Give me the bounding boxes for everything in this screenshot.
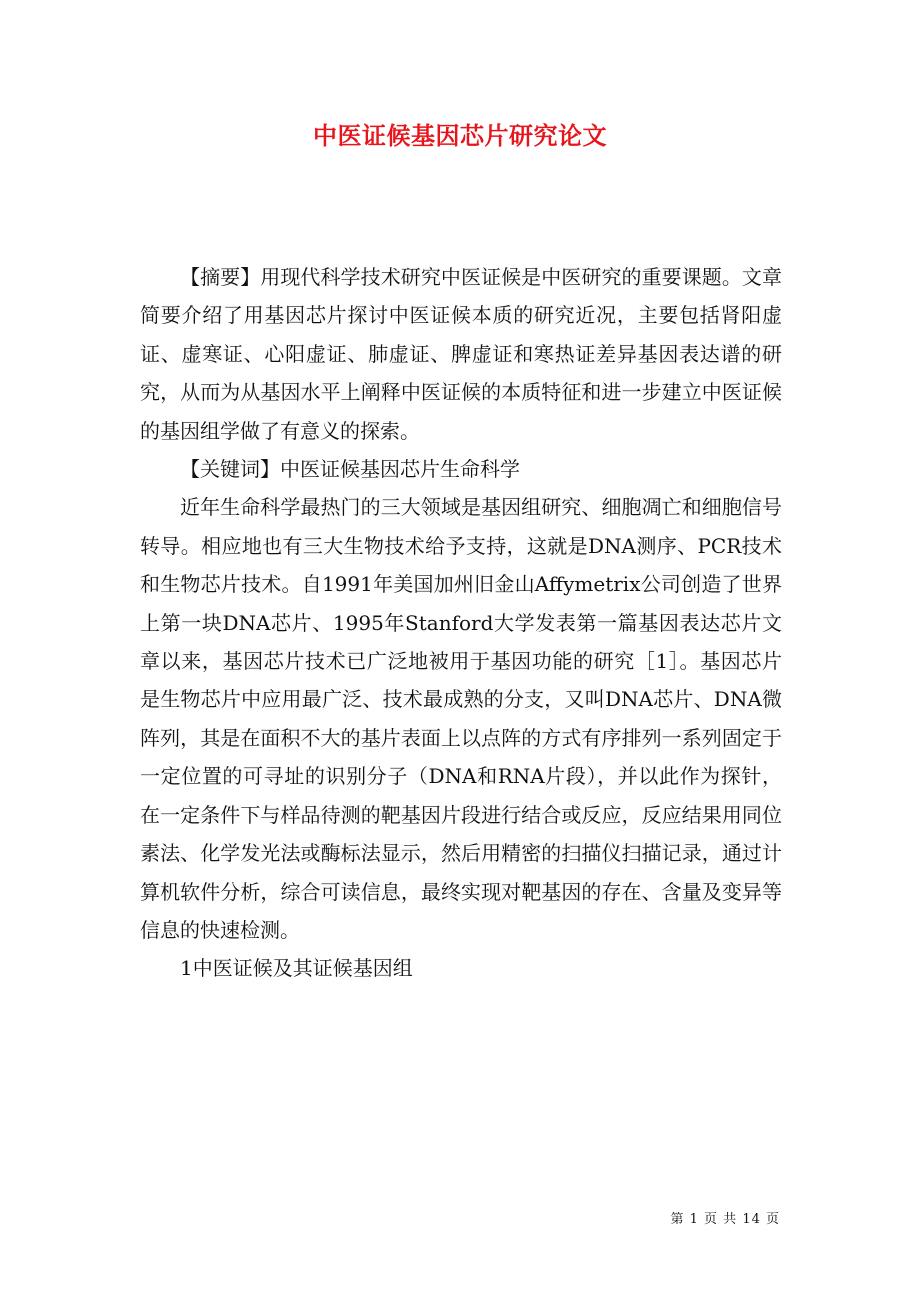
abstract-paragraph: 【摘要】用现代科学技术研究中医证候是中医研究的重要课题。文章简要介绍了用基因芯片探讨中医证候本质的研究近况，主要包括肾阳虚证、虚寒证、心阳虚证、肺虚证、脾虚证和寒热证差异基因表达谱的研究，从而为从基因水平上阐释中医证候的本质特征和进一步建立中医证候的基因组学做了有意义的探索。 xyxy=(140,265,782,443)
document-title: 中医证候基因芯片研究论文 xyxy=(313,121,607,150)
document-body xyxy=(140,258,782,988)
section-heading: 1中医证候及其证候基因组 xyxy=(180,956,413,981)
keywords-paragraph: 【关键词】中医证候基因芯片生命科学 xyxy=(180,457,520,482)
intro-paragraph: 近年生命科学最热门的三大领域是基因组研究、细胞凋亡和细胞信号转导。相应地也有三大生物技术给予支持，这就是DNA测序、PCR技术和生物芯片技术。自1991年美国加州旧金山Affymetrix公司创造了世界上第一块DNA芯片、1995年Stanford大学发表第一篇基因表达芯片文章以来，基因芯片技术已广泛地被用于基因功能的研究［1］。基因芯片是生物芯片中应用最广泛、技术最成熟的分支，又叫DNA芯片、DNA微阵列，其是在面积不大的基片表面上以点阵的方式有序排列一系列固定于一定位置的可寻址的识别分子（DNA和RNA片段），并以此作为探针，在一定条件下与样品待测的靶基因片段进行结合或反应，反应结果用同位素法、化学发光法或酶标法显示，然后用精密的扫描仪扫描记录，通过计算机软件分析，综合可读信息，最终实现对靶基因的存在、含量及变异等信息的快速检测。 xyxy=(140,495,782,942)
page-number-footer: 第 1 页 共 14 页 xyxy=(670,1212,780,1227)
